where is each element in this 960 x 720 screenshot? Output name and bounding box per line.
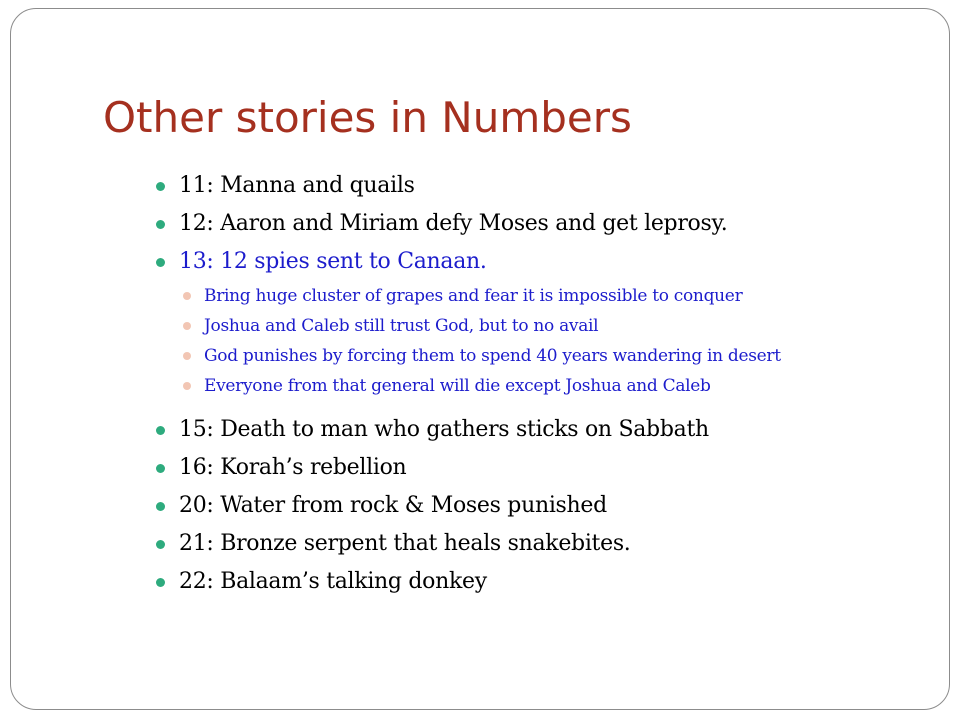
bullet-item-21 — [149, 525, 939, 563]
sub-bullet-text: God punishes by forcing them to spend 40 years wandering in desert — [204, 346, 781, 366]
bullet-text: 21: Bronze serpent that heals snakebites. — [179, 531, 631, 556]
bullet-item-13 — [149, 243, 939, 281]
bullet-list — [149, 167, 939, 601]
bullet-item-12 — [149, 205, 939, 243]
sub-bullet-dot-icon — [183, 382, 191, 390]
slide-title: Other stories in Numbers — [103, 93, 632, 142]
bullet-text: 13: 12 spies sent to Canaan. — [179, 249, 487, 274]
bullet-text: 22: Balaam’s talking donkey — [179, 569, 487, 594]
bullet-item-20 — [149, 487, 939, 525]
sub-bullet-dot-icon — [183, 352, 191, 360]
bullet-dot-icon — [156, 258, 165, 267]
sub-bullet-text: Bring huge cluster of grapes and fear it is impossible to conquer — [204, 286, 743, 306]
sub-bullet-text: Joshua and Caleb still trust God, but to no avail — [204, 316, 599, 336]
sub-bullet-item — [149, 281, 939, 311]
bullet-text: 11: Manna and quails — [179, 173, 415, 198]
bullet-text: 20: Water from rock & Moses punished — [179, 493, 607, 518]
bullet-text: 15: Death to man who gathers sticks on Sabbath — [179, 417, 709, 442]
bullet-dot-icon — [156, 578, 165, 587]
sub-bullet-item — [149, 371, 939, 401]
sub-bullet-dot-icon — [183, 322, 191, 330]
bullet-text: 12: Aaron and Miriam defy Moses and get leprosy. — [179, 211, 728, 236]
bullet-item-22 — [149, 563, 939, 601]
bullet-item-16 — [149, 449, 939, 487]
bullet-dot-icon — [156, 502, 165, 511]
slide-frame — [10, 8, 950, 710]
sub-bullet-text: Everyone from that general will die except Joshua and Caleb — [204, 376, 711, 396]
bullet-dot-icon — [156, 464, 165, 473]
bullet-item-15 — [149, 411, 939, 449]
sub-bullet-dot-icon — [183, 292, 191, 300]
sub-bullet-item — [149, 311, 939, 341]
bullet-dot-icon — [156, 182, 165, 191]
bullet-item-11 — [149, 167, 939, 205]
bullet-dot-icon — [156, 426, 165, 435]
bullet-text: 16: Korah’s rebellion — [179, 455, 407, 480]
bullet-dot-icon — [156, 540, 165, 549]
bullet-dot-icon — [156, 220, 165, 229]
sub-bullet-item — [149, 341, 939, 371]
